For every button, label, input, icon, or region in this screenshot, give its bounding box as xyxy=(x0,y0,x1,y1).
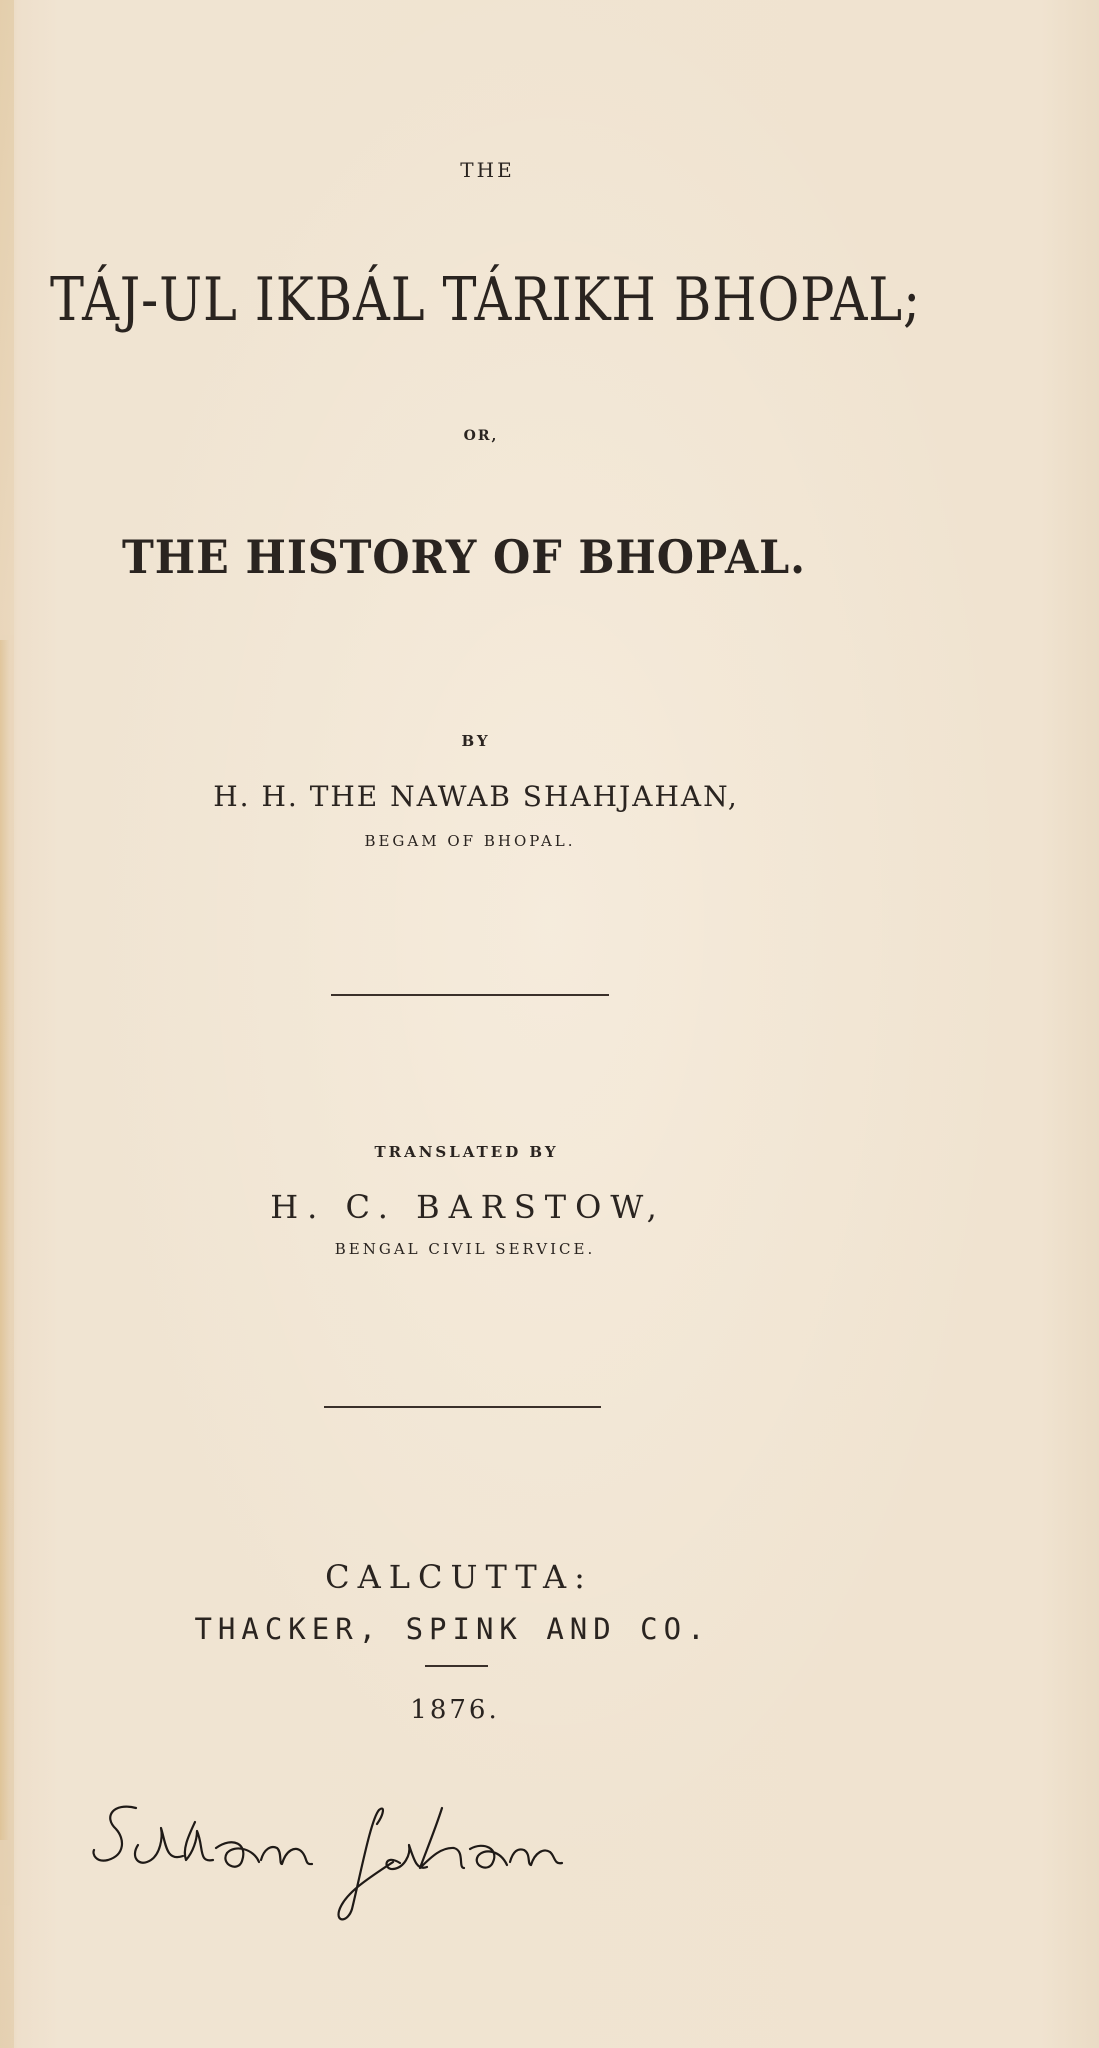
page-edge-stain xyxy=(0,0,14,2048)
divider-rule-1 xyxy=(331,994,609,996)
publication-year: 1876. xyxy=(410,1695,500,1725)
or-label: OR, xyxy=(463,428,499,444)
publisher-name: THACKER, SPINK AND CO. xyxy=(194,1612,711,1646)
author-name: H. H. THE NAWAB SHAHJAHAN, xyxy=(213,780,739,813)
translator-name: H. C. BARSTOW, xyxy=(270,1188,666,1226)
divider-rule-2 xyxy=(324,1406,601,1408)
short-rule xyxy=(425,1665,488,1667)
main-title: TÁJ-UL IKBÁL TÁRIKH BHOPAL; xyxy=(50,265,922,335)
subtitle: THE HISTORY OF BHOPAL. xyxy=(122,530,806,584)
handwritten-signature xyxy=(88,1790,688,1940)
author-title: BEGAM OF BHOPAL. xyxy=(364,832,576,850)
translator-title: BENGAL CIVIL SERVICE. xyxy=(334,1240,596,1258)
publication-city: CALCUTTA: xyxy=(325,1558,593,1596)
the-label: THE xyxy=(460,158,515,182)
translated-by-label: TRANSLATED BY xyxy=(374,1143,559,1161)
by-label: BY xyxy=(461,732,491,750)
